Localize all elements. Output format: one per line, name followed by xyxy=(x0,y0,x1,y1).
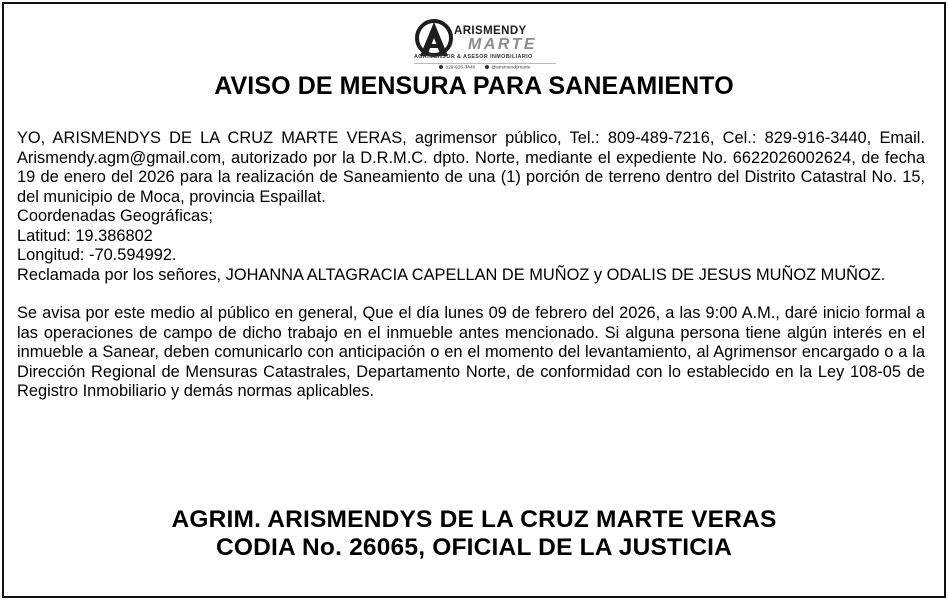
logo-name-line1: ARISMENDY xyxy=(454,25,527,37)
logo-phone: 829-916-3440 xyxy=(439,65,475,72)
claimants: Reclamada por los señores, JOHANNA ALTAGRACIA CAPELLAN DE MUÑOZ y ODALIS DE JESUS MUÑOZ MUÑOZ. xyxy=(17,265,886,284)
logo-handle: @arismendymarte xyxy=(485,65,530,72)
public-notice-paragraph: Se avisa por este medio al público en general, Que el día lunes 09 de febrero del 2026, a las 9:00 A.M., daré inicio formal a las operaciones de campo de dicho trabajo en el inmueble antes mencionado. Si alguna persona tiene algún interés en el inmueble a Sanear, deben comunicarlo con anticipación o en el momento del levantamiento, al Agrimensor encargado o a la Dirección Regional de Mensuras Catastrales, Departamento Norte, de conformidad con lo establecido en la Ley 108-05 de Registro Inmobiliario y demás normas aplicables. xyxy=(17,304,925,400)
logo-tagline: AGRIMENSOR & ASESOR INMOBILIARIO xyxy=(414,54,533,60)
signature-name: AGRIM. ARISMENDYS DE LA CRUZ MARTE VERAS xyxy=(171,506,777,533)
latitude: Latitud: 19.386802 xyxy=(17,226,153,245)
logo-contact-bar xyxy=(414,63,556,72)
logo-name-line2: MARTE xyxy=(468,36,538,53)
phone-icon xyxy=(439,65,443,69)
notice-body xyxy=(17,129,925,402)
surveyor-declaration: YO, ARISMENDYS DE LA CRUZ MARTE VERAS, agrimensor público, Tel.: 809-489-7216, Cel.: 829-916-3440, Email. Arismendy.agm@gmail.com, autorizado por la D.R.M.C. dpto. Norte, mediante el expediente No. 6622026002624, de fecha 19 de enero del 2026 para la realización de Saneamiento de una (1) porción de terreno dentro del Distrito Catastral No. 15, del municipio de Moca, provincia Espaillat. xyxy=(17,129,925,206)
signature-block xyxy=(0,506,948,562)
notice-title: AVISO DE MENSURA PARA SANEAMIENTO xyxy=(214,72,734,100)
longitude: Longitud: -70.594992. xyxy=(17,246,177,264)
social-icon xyxy=(485,65,489,69)
signature-credentials: CODIA No. 26065, OFICIAL DE LA JUSTICIA xyxy=(215,534,733,561)
coordinates-label: Coordenadas Geográficas; xyxy=(17,207,213,225)
company-logo xyxy=(410,14,560,70)
